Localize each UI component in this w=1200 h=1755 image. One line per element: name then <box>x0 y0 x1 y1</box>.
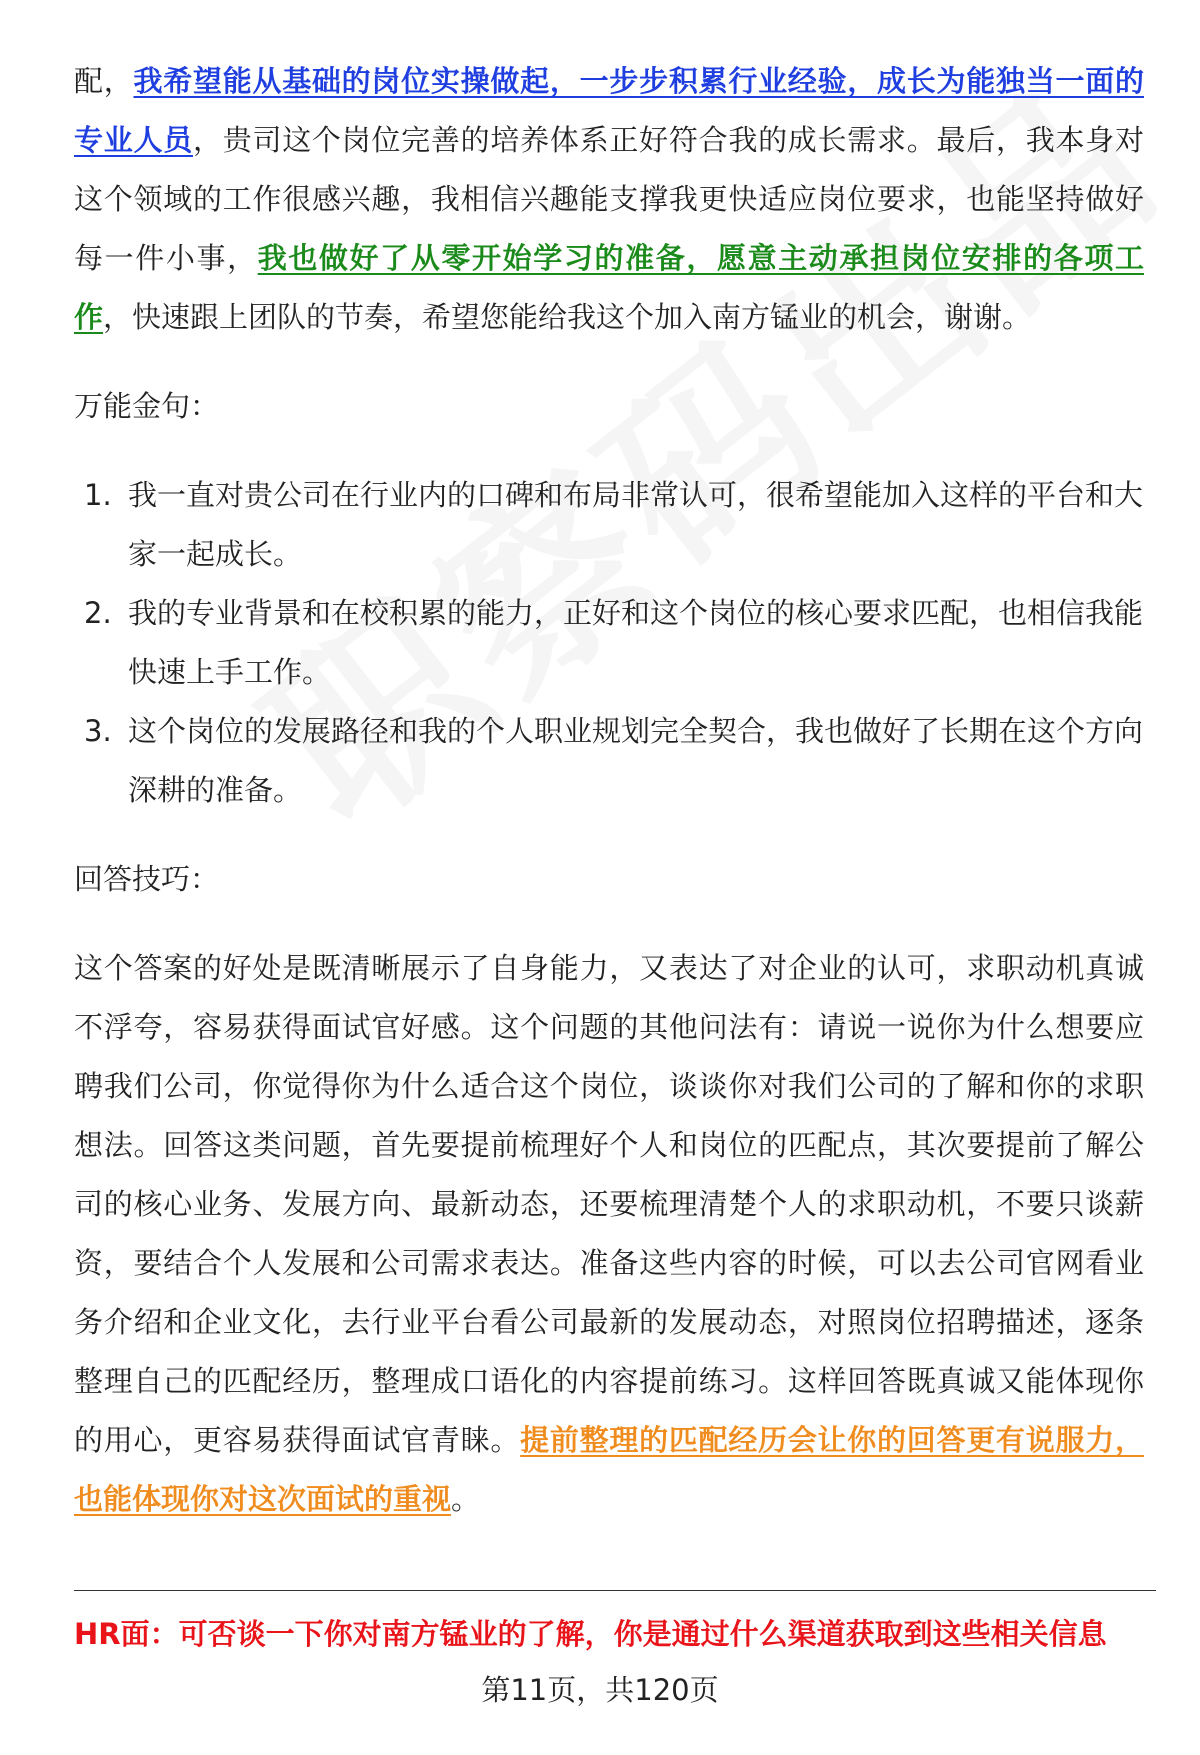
divider <box>74 1590 1156 1591</box>
tips-text-2: 。 <box>451 1482 481 1516</box>
highlight-blue: 我希望能从基础的岗位实操做起，一步步积累行业经验，成长为能独当一面的专业人员 <box>74 64 1144 157</box>
hr-question-heading: HR面：可否谈一下你对南方锰业的了解，你是通过什么渠道获取到这些相关信息 <box>74 1617 1107 1651</box>
intro-paragraph <box>74 52 1144 347</box>
list-item <box>74 466 1144 584</box>
list-number: 3. <box>84 714 112 748</box>
golden-list <box>74 466 1144 820</box>
intro-text-3: ，快速跟上团队的节奏，希望您能给我这个加入南方锰业的机会，谢谢。 <box>103 300 1032 334</box>
highlight-green: 我也做好了从零开始学习的准备，愿意主动承担岗位安排的各项工作 <box>74 241 1144 334</box>
list-text: 我一直对贵公司在行业内的口碑和布局非常认可，很希望能加入这样的平台和大家一起成长。 <box>128 478 1144 571</box>
tips-paragraph <box>74 939 1144 1529</box>
list-text: 这个岗位的发展路径和我的个人职业规划完全契合，我也做好了长期在这个方向深耕的准备。 <box>128 714 1144 807</box>
intro-text-1: 配， <box>74 64 134 98</box>
list-item <box>74 702 1144 820</box>
list-number: 2. <box>84 596 112 630</box>
highlight-orange: 提前整理的匹配经历会让你的回答更有说服力，也能体现你对这次面试的重视 <box>74 1423 1144 1516</box>
list-text: 我的专业背景和在校积累的能力，正好和这个岗位的核心要求匹配，也相信我能快速上手工作。 <box>128 596 1144 689</box>
page-footer: 第11页，共120页 <box>481 1673 719 1707</box>
list-number: 1. <box>84 478 112 512</box>
golden-heading: 万能金句： <box>74 389 220 423</box>
intro-text-2: ，贵司这个岗位完善的培养体系正好符合我的成长需求。最后，我本身对这个领域的工作很感兴趣，我相信兴趣能支撑我更快适应岗位要求，也能坚持做好每一件小事， <box>74 123 1144 275</box>
tips-heading: 回答技巧： <box>74 862 220 896</box>
tips-text-1: 这个答案的好处是既清晰展示了自身能力，又表达了对企业的认可，求职动机真诚不浮夸，容易获得面试官好感。这个问题的其他问法有：请说一说你为什么想要应聘我们公司，你觉得你为什么适合这个岗位，谈谈你对我们公司的了解和你的求职想法。回答这类问题，首先要提前梳理好个人和岗位的匹配点，其次要提前了解公司的核心业务、发展方向、最新动态，还要梳理清楚个人的求职动机，不要只谈薪资，要结合个人发展和公司需求表达。准备这些内容的时候，可以去公司官网看业务介绍和企业文化，去行业平台看公司最新的发展动态，对照岗位招聘描述，逐条整理自己的匹配经历，整理成口语化的内容提前练习。这样回答既真诚又能体现你的用心，更容易获得面试官青睐。 <box>74 951 1144 1457</box>
list-item <box>74 584 1144 702</box>
page-content <box>74 52 1144 1559</box>
